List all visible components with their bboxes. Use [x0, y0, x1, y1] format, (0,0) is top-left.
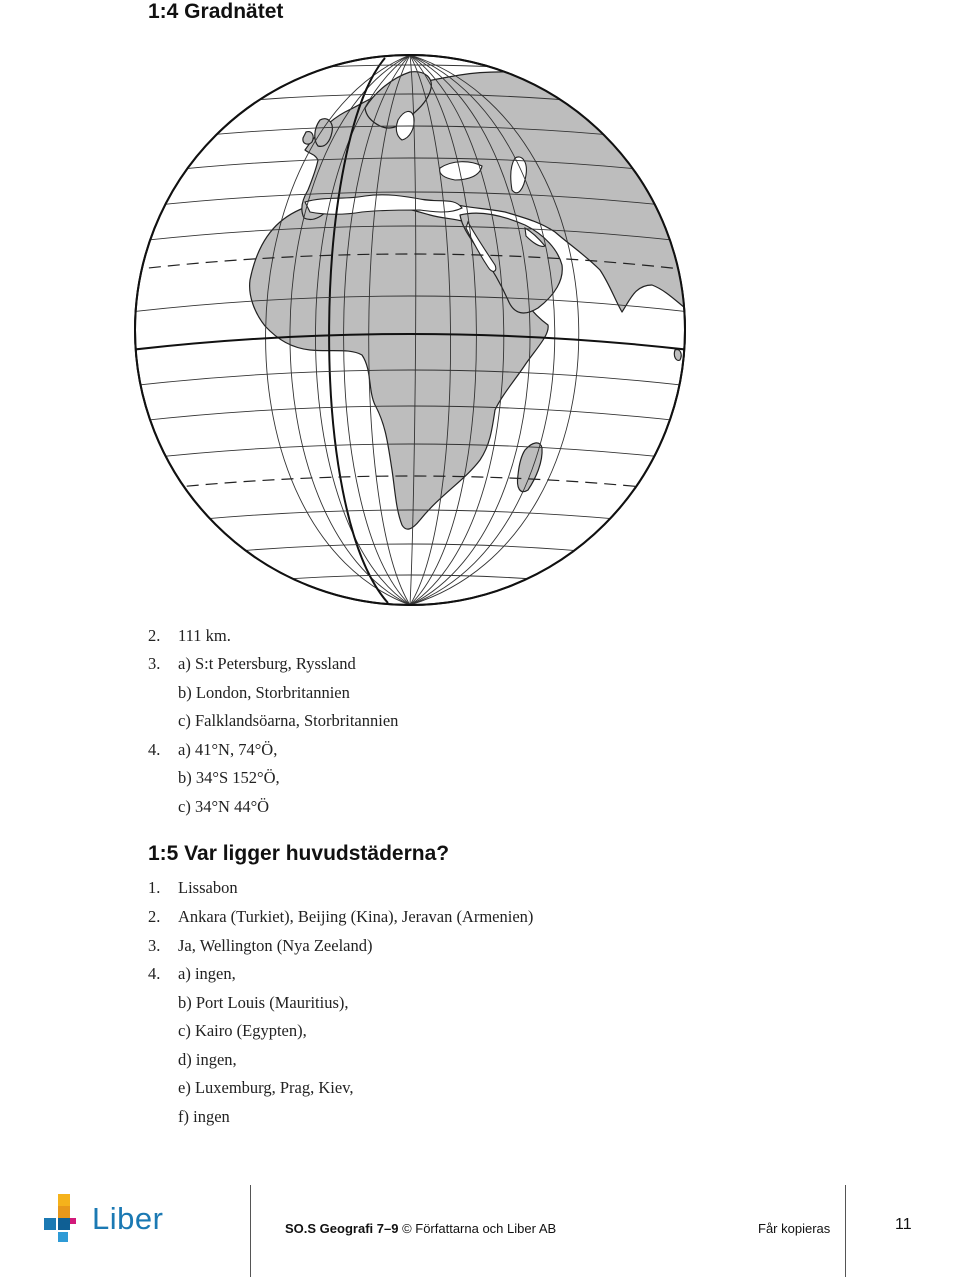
answer-text: c) 34°N 44°Ö — [178, 797, 270, 816]
answer-number: 4. — [148, 964, 161, 983]
footer-book-info — [285, 1221, 556, 1236]
answer-number: 3. — [148, 654, 161, 673]
answer-number: 3. — [148, 936, 161, 955]
liber-logo-text: Liber — [92, 1201, 164, 1236]
answer-text: f) ingen — [178, 1107, 230, 1126]
answer-text: Ankara (Turkiet), Beijing (Kina), Jeravan (Armenien) — [178, 907, 534, 926]
answer-text: Ja, Wellington (Nya Zeeland) — [178, 936, 373, 955]
copyright-text: © Författarna och Liber AB — [402, 1221, 557, 1236]
answer-text: c) Kairo (Egypten), — [178, 1021, 307, 1040]
answer-number: 4. — [148, 740, 161, 759]
answer-number: 1. — [148, 878, 161, 897]
footer-divider — [845, 1185, 846, 1277]
answer-text: b) London, Storbritannien — [178, 683, 350, 702]
answer-text: d) ingen, — [178, 1050, 237, 1069]
section-heading-gradnatet: 1:4 Gradnätet — [148, 0, 284, 23]
book-title: SO.S Geografi 7–9 — [285, 1221, 399, 1236]
page-number: 11 — [895, 1216, 912, 1233]
copy-permission-text: Får kopieras — [758, 1221, 831, 1236]
sri-lanka-shape — [674, 350, 681, 361]
footer-divider — [250, 1185, 251, 1277]
answer-text: c) Falklandsöarna, Storbritannien — [178, 711, 399, 730]
answer-text: a) S:t Petersburg, Ryssland — [178, 654, 356, 673]
globe-map — [130, 50, 690, 610]
answer-text: b) Port Louis (Mauritius), — [178, 993, 349, 1012]
answer-text: a) ingen, — [178, 964, 236, 983]
answer-number: 2. — [148, 626, 161, 645]
answer-text: e) Luxemburg, Prag, Kiev, — [178, 1078, 354, 1097]
liber-logo-icon — [44, 1194, 90, 1246]
answer-number: 2. — [148, 907, 161, 926]
section-heading-huvudstader: 1:5 Var ligger huvudstäderna? — [148, 842, 450, 865]
answer-text: Lissabon — [178, 878, 238, 897]
answer-text: a) 41°N, 74°Ö, — [178, 740, 278, 759]
answer-text: 111 km. — [178, 626, 231, 645]
answer-text: b) 34°S 152°Ö, — [178, 768, 280, 787]
